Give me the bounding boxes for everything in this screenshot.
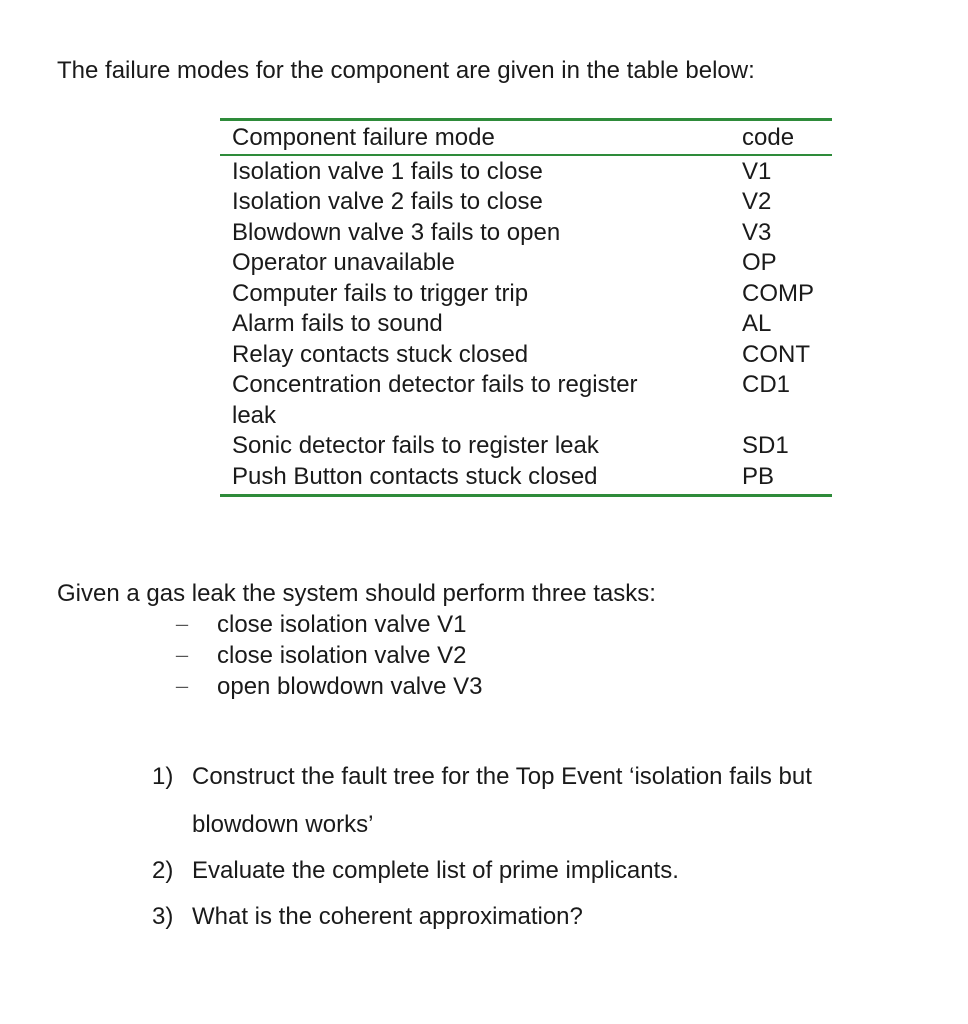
- row-mode: Sonic detector fails to register leak: [232, 432, 599, 459]
- row-code: OP: [742, 249, 777, 276]
- question-text: Construct the fault tree for the Top Event ‘isolation fails but: [192, 763, 812, 790]
- row-mode: Relay contacts stuck closed: [232, 340, 529, 368]
- question-text-cont: blowdown works’: [192, 811, 374, 838]
- dash-bullet: –: [176, 611, 188, 637]
- row-code: CONT: [742, 340, 810, 368]
- row-code: CD1: [742, 371, 791, 398]
- header-code: code: [719, 120, 832, 155]
- dash-bullet: –: [176, 673, 188, 699]
- task-text: open blowdown valve V3: [217, 673, 483, 700]
- table-row: [220, 187, 832, 218]
- table-header-row: [220, 120, 832, 155]
- table-row: [220, 155, 832, 188]
- failure-modes-table: [220, 118, 832, 497]
- question-number: 1): [152, 763, 174, 790]
- row-code: PB: [719, 462, 832, 496]
- row-mode-line2: leak: [232, 401, 277, 429]
- row-mode: Alarm fails to sound: [232, 310, 443, 337]
- row-code: V1: [742, 157, 772, 185]
- question-text: Evaluate the complete list of prime implicants.: [192, 857, 679, 884]
- question-number: 2): [152, 857, 174, 884]
- question-text: What is the coherent approximation?: [192, 903, 583, 930]
- row-code: AL: [742, 310, 772, 337]
- row-mode: Isolation valve 2 fails to close: [232, 188, 543, 215]
- table-row: [220, 248, 832, 279]
- tasks-intro: Given a gas leak the system should perform three tasks:: [57, 580, 656, 607]
- header-component-failure-mode: Component failure mode: [220, 120, 719, 155]
- row-mode: Blowdown valve 3 fails to open: [232, 218, 561, 246]
- table-row: [220, 309, 832, 340]
- task-text: close isolation valve V1: [217, 611, 467, 638]
- table-row: [220, 431, 832, 462]
- table-row: [220, 370, 832, 431]
- intro-text: The failure modes for the component are given in the table below:: [57, 57, 755, 84]
- table-row: [220, 218, 832, 249]
- row-mode: [220, 370, 719, 431]
- row-mode-line1: Concentration detector fails to register: [232, 371, 638, 398]
- task-text: close isolation valve V2: [217, 642, 467, 669]
- row-code: SD1: [742, 432, 789, 459]
- dash-bullet: –: [176, 642, 188, 668]
- row-mode: Operator unavailable: [232, 249, 455, 276]
- row-mode: Isolation valve 1 fails to close: [232, 157, 543, 185]
- table-row: [220, 340, 832, 371]
- row-code: V3: [742, 218, 772, 246]
- table-row: [220, 279, 832, 310]
- row-mode: Push Button contacts stuck closed: [220, 462, 719, 496]
- row-code: V2: [742, 188, 772, 215]
- table-row: [220, 462, 832, 496]
- row-code: COMP: [742, 279, 814, 307]
- row-mode: Computer fails to trigger trip: [232, 279, 529, 307]
- question-number: 3): [152, 903, 174, 930]
